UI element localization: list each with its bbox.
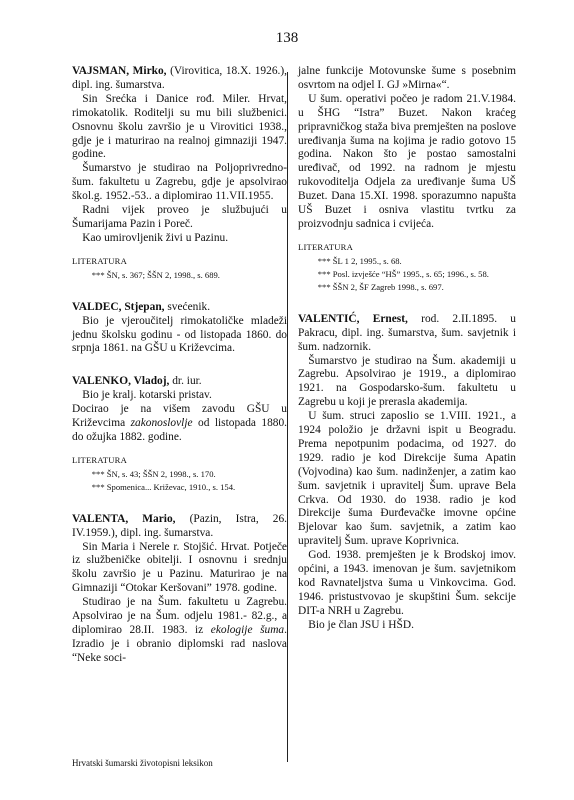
literature-title: LITERATURA — [72, 255, 127, 266]
left-column — [72, 65, 287, 666]
entry-paragraph: Sin Srećka i Danice rođ. Miler. Hrvat, rimokatolik. Roditelji su mu bili službenici. Osnovnu školu završio je u Virovitici 1938., gdje je i maturirao na realnoj gimnaziji 1947. godine. — [72, 92, 287, 161]
entry-name: VAJSMAN, Mirko, — [72, 65, 167, 77]
entry-name: VALDEC, Stjepan, — [72, 300, 165, 313]
entry-paragraph: Radni vijek proveo je službujući u Šumarijama Pazin i Poreč. — [72, 204, 287, 230]
entry-paragraph: U šum. operativi počeo je radom 21.V.1984. u ŠHG “Istra” Buzet. Nakon kraćeg pripravničkog staža biva premješten na poslove uređivanja šuma na kojima je radio gotovo 15 godina. Nakon što je postao samostalni uređivač, od 1992. na radnom je mjestu rukovoditelja Odjela za uređivanje šuma UŠ Buzet. Dana 15.XI. 1998. sporazumno napušta UŠ Buzet i osniva vlastitu tvrtku za proizvodnju sadnica i cvijeća. — [298, 92, 516, 230]
literature-title: LITERATURA — [298, 241, 353, 252]
entry-paragraph: God. 1938. premješten je k Brodskoj imov. općini, a 1943. imenovan je šum. savjetnikom kod Ravnateljstva šuma u Vinkovcima. God. 1946. pristustvovao je skupštini Šum. sekcije DIT-a NRH u Zagrebu. — [298, 549, 516, 617]
entry-paragraph: Kao umirovljenik živi u Pazinu. — [82, 231, 229, 244]
literature-item: *** ŠŠN 2, ŠF Zagreb 1998., s. 697. — [317, 281, 444, 292]
literature-title: LITERATURA — [72, 454, 127, 465]
entry-head-text: dr. iur. — [169, 375, 202, 388]
entry-paragraph: Bio je vjeroučitelj rimokatoličke mladeži jednu školsku godinu - od listopada 1860. do srpnja 1861. na GŠU u Križevcima. — [72, 314, 287, 355]
entry-heading — [72, 65, 287, 93]
entry-paragraph: Šumarstvo je studirao na Poljoprivredno-šum. fakultetu u Zagrebu, gdje je apsolvirao škol.g. 1952.-53.. a diplomirao 11.VII.1955. — [72, 162, 287, 203]
entry-paragraph: Sin Maria i Nerele r. Stojšić. Hrvat. Potječe iz službeničke obitelji. I osnovnu i srednju školu završio je u Pazinu. Maturirao je na Gimnaziji “Otokar Keršovani” 1978. godine. — [72, 540, 287, 595]
entry-paragraph — [72, 403, 287, 445]
entry-paragraph: U šum. struci zaposlio se 1.VIII. 1921., a 1924 položio je državni ispit u Beogradu. Prema nepotpunim podacima, od 1927. do 1929. radio je kod Direkcije šuma Apatin (Vojvodina) kao šum. nadinženjer, a zatim kao šum. savjetnik i upravitelj Šum. uprave Bela Crkva. Od 1930. do 1938. radio je kod Direkcije šuma Đurđevačke imovne općine Bjelovar kao šum. savjetnik, a zatim kao upravitelj Šum. uprave Koprivnica. — [298, 410, 516, 548]
page-footer: Hrvatski šumarski životopisni leksikon — [72, 758, 213, 768]
literature-item: *** ŠL 1 2, 1995., s. 68. — [317, 255, 402, 266]
entry-head-text: svećenik. — [164, 300, 211, 313]
paragraph-text: od listopada 1880. do ožujka 1882. godine. — [72, 417, 287, 443]
entry-heading — [72, 513, 287, 541]
entry-name: VALENTIĆ, Ernest, — [298, 312, 408, 325]
entry-name: VALENKO, Vladoj, — [72, 375, 170, 388]
entry-heading — [72, 375, 287, 389]
entry-valenta — [72, 513, 287, 666]
entry-paragraph — [72, 596, 287, 666]
entry-name: VALENTA, Mario, — [72, 512, 176, 525]
right-column — [298, 65, 516, 633]
entry-valdec — [72, 301, 287, 357]
paragraph-text: . Izradio je i obranio diplomski rad naslova “Neke soci- — [72, 624, 287, 664]
paragraph-italic: ekologije šuma — [210, 624, 285, 636]
paragraph-italic: zakonoslovlje — [130, 417, 193, 430]
literature-item: *** ŠN, s. 367; ŠŠN 2, 1998., s. 689. — [91, 269, 220, 280]
literature-item: *** Posl. izvješće “HŠ” 1995., s. 65; 1996., s. 58. — [317, 268, 489, 279]
entry-heading — [72, 301, 287, 315]
paragraph-text: Studirao je na Šum. fakultetu u Zagrebu. Apsolvirao je na Šum. odjelu 1981.- 82.g., a diplomirao 28.II. 1983. iz — [72, 596, 287, 636]
entry-paragraph: Bio je član JSU i HŠD. — [308, 618, 414, 631]
entry-valentic — [298, 313, 516, 633]
page-number: 138 — [275, 30, 299, 46]
entry-head-text: (Virovitica, 18.X. 1926.), dipl. ing. šumarstva. — [72, 65, 288, 91]
entry-vajsman — [72, 65, 287, 282]
entry-paragraph: jalne funkcije Motovunske šume s posebnim osvrtom na odjel I. GJ »Mirna«“. — [298, 65, 516, 91]
entry-valenko — [72, 375, 287, 493]
literature-item: *** Spomenica... Križevac, 1910., s. 154. — [91, 481, 236, 492]
entry-paragraph: Šumarstvo je studirao na Šum. akademiji u Zagrebu. Apsolvirao je 1919., a diplomirao 1921. na Gospodarsko-šum. fakultetu u Zagrebu u koji je prerasla akademija. — [298, 354, 516, 409]
column-divider — [287, 72, 288, 762]
entry-valenta-continued — [298, 65, 516, 294]
literature-item: *** ŠN, s. 43; ŠŠN 2, 1998., s. 170. — [91, 468, 216, 479]
paragraph-text: Docirao je na višem zavodu GŠU u Križevcima — [72, 403, 287, 430]
entry-paragraph: Bio je kralj. kotarski pristav. — [82, 389, 212, 402]
entry-head-text: rod. 2.II.1895. u Pakracu, dipl. ing. šumarstva, šum. savjetnik i šum. nadzornik. — [298, 312, 516, 353]
entry-head-text: (Pazin, Istra, 26. IV.1959.), dipl. ing. šumarstva. — [72, 512, 287, 539]
entry-heading — [298, 313, 516, 355]
